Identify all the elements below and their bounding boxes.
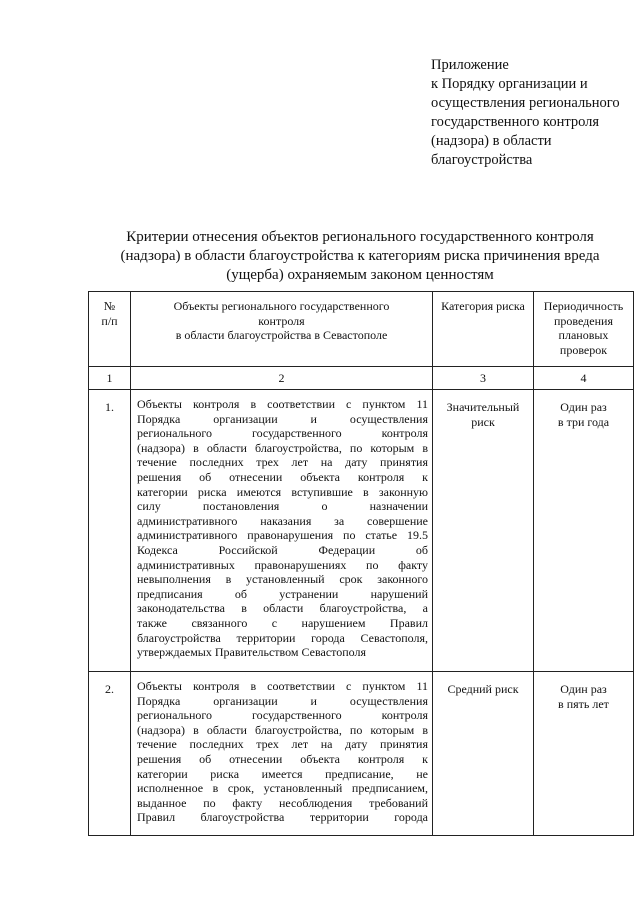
- appendix-line: (надзора) в области: [431, 133, 552, 149]
- row-category: Значительный риск: [433, 390, 534, 672]
- object-text-line: Объекты контроля в соответствии с пунктом 11: [137, 679, 428, 693]
- object-text-line: Кодекса Российской Федерации об: [137, 542, 428, 557]
- object-text-line: решения об отнесении объекта контроля к: [137, 469, 428, 484]
- object-text-line: также связанного с нарушением Правил: [137, 615, 428, 630]
- title-line: Критерии отнесения объектов регионального государственного контроля: [126, 229, 594, 245]
- header-num: № п/п: [89, 292, 131, 367]
- object-text-line: решения об отнесении объекта контроля к: [137, 751, 428, 766]
- object-text-line: законодательства в области благоустройства, а: [137, 601, 428, 616]
- object-text-line: категории риска имеются вступившие в законную: [137, 484, 428, 499]
- title-line: (надзора) в области благоустройства к категориям риска причинения вреда: [120, 248, 600, 264]
- appendix-line: к Порядку организации и: [431, 76, 588, 92]
- header-category: Категория риска: [433, 292, 534, 367]
- document-title: [80, 228, 640, 285]
- object-text-line: административного наказания за совершение: [137, 513, 428, 528]
- row-number: 2.: [89, 672, 131, 836]
- object-text-line: Объекты контроля в соответствии с пунктом 11: [137, 397, 428, 411]
- header-periodicity: Периодичность проведения плановых проверок: [534, 292, 634, 367]
- object-text-line: Правил благоустройства территории города: [137, 810, 428, 825]
- row-object-text: [131, 390, 433, 672]
- risk-criteria-table: [88, 291, 634, 836]
- object-text-line: силу постановления о назначении: [137, 499, 428, 514]
- object-text-line: регионального государственного контроля: [137, 426, 428, 441]
- row-category: Средний риск: [433, 672, 534, 836]
- table-row: [89, 672, 634, 836]
- object-text-line: (надзора) в области благоустройства, по которым в: [137, 440, 428, 455]
- object-text-line: течение последних трех лет на дату принятия: [137, 737, 428, 752]
- row-object-text: [131, 672, 433, 836]
- row-periodicity: Один раз в три года: [534, 390, 634, 672]
- object-text-line: утверждаемых Правительством Севастополя: [137, 645, 366, 660]
- row-periodicity: Один раз в пять лет: [534, 672, 634, 836]
- appendix-line: государственного контроля: [431, 114, 600, 130]
- object-text-line: предписания об устранении нарушений: [137, 586, 428, 601]
- object-text-line: исполненное в срок, установленный предписанием,: [137, 781, 428, 796]
- object-text-line: благоустройства территории города Севастополя,: [137, 630, 428, 645]
- object-text-line: течение последних трех лет на дату принятия: [137, 455, 428, 470]
- table-header-row: [89, 292, 634, 367]
- index-cell: 4: [534, 367, 634, 390]
- table-row: [89, 390, 634, 672]
- object-text-line: регионального государственного контроля: [137, 708, 428, 723]
- appendix-line: Приложение: [431, 57, 509, 73]
- object-text-line: Порядка организации и осуществления: [137, 693, 428, 708]
- object-text-line: Порядка организации и осуществления: [137, 411, 428, 426]
- row-number: 1.: [89, 390, 131, 672]
- appendix-line: осуществления регионального: [431, 95, 620, 111]
- appendix-line: благоустройства: [431, 152, 533, 168]
- index-cell: 1: [89, 367, 131, 390]
- title-line: (ущерба) охраняемым законом ценностям: [226, 267, 494, 283]
- appendix-note: [431, 56, 636, 170]
- index-cell: 3: [433, 367, 534, 390]
- object-text-line: выданное по факту несоблюдения требований: [137, 795, 428, 810]
- object-text-line: административных правонарушениях по факту: [137, 557, 428, 572]
- header-objects: Объекты регионального государственного контроля в области благоустройства в Севастополе: [131, 292, 433, 367]
- object-text-line: административного правонарушения по статье 19.5: [137, 528, 428, 543]
- index-row: [89, 367, 634, 390]
- object-text-line: (надзора) в области благоустройства, по которым в: [137, 722, 428, 737]
- object-text-line: невыполнения в установленный срок законного: [137, 572, 428, 587]
- index-cell: 2: [131, 367, 433, 390]
- object-text-line: категории риска имеется предписание, не: [137, 766, 428, 781]
